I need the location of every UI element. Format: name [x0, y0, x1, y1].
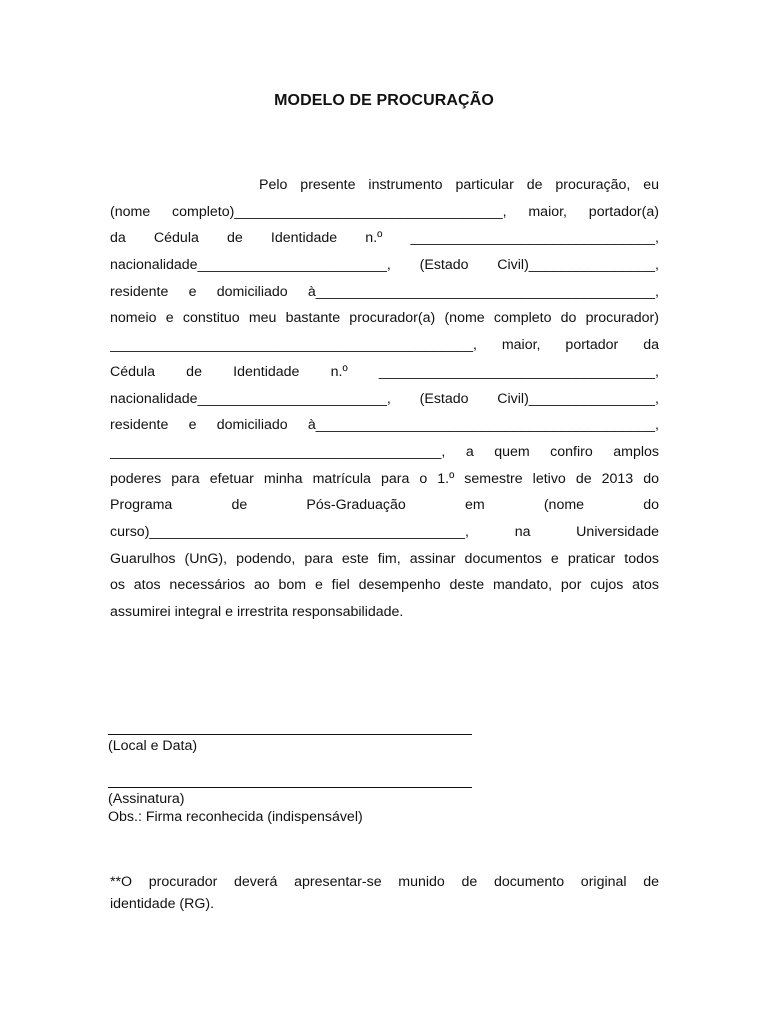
note-line-2: identidade (RG). — [110, 896, 215, 912]
local-data-block — [108, 734, 488, 755]
body-line-9: nacionalidade________________________, (Estado Civil)________________, — [110, 390, 659, 407]
assinatura-signature-line — [108, 787, 472, 788]
note-line-1: **O procurador deverá apresentar-se munido de documento original de — [110, 874, 659, 890]
body-line-14: curso)________________________________________, na Universidade — [110, 523, 659, 540]
body-line-5: residente e domiciliado à___________________________________________, — [110, 283, 659, 300]
body-line-12: poderes para efetuar minha matrícula para o 1.º semestre letivo de 2013 do — [110, 470, 659, 487]
body-line-6: nomeio e constituo meu bastante procurador(a) (nome completo do procurador) — [110, 310, 659, 327]
body-line-8: Cédula de Identidade n.º ___________________________________, — [110, 363, 659, 380]
body-line-11: __________________________________________, a quem confiro amplos — [110, 443, 659, 460]
body-line-16: os atos necessários ao bom e fiel desempenho deste mandato, por cujos atos — [110, 577, 659, 594]
obs-firma-label: Obs.: Firma reconhecida (indispensável) — [108, 809, 363, 825]
body-line-2: (nome completo)__________________________________, maior, portador(a) — [110, 203, 659, 220]
document-title: MODELO DE PROCURAÇÃO — [274, 92, 494, 109]
procurador-note — [110, 871, 659, 915]
body-line-3: da Cédula de Identidade n.º _______________________________, — [110, 230, 659, 247]
body-line-13: Programa de Pós-Graduação em (nome do — [110, 497, 659, 514]
assinatura-label: (Assinatura) — [108, 791, 185, 807]
assinatura-block — [108, 787, 488, 826]
body-line-4: nacionalidade________________________, (Estado Civil)________________, — [110, 257, 659, 274]
local-data-label: (Local e Data) — [108, 738, 198, 754]
body-line-10: residente e domiciliado à___________________________________________, — [110, 417, 659, 434]
local-data-signature-line — [108, 734, 472, 735]
body-line-1: Pelo presente instrumento particular de procuração, eu — [259, 177, 659, 193]
procuracao-body — [110, 172, 659, 626]
body-line-7: ______________________________________________, maior, portador da — [110, 337, 659, 354]
body-line-17: assumirei integral e irrestrita responsabilidade. — [110, 604, 404, 620]
body-line-15: Guarulhos (UnG), podendo, para este fim, assinar documentos e praticar todos — [110, 550, 659, 567]
